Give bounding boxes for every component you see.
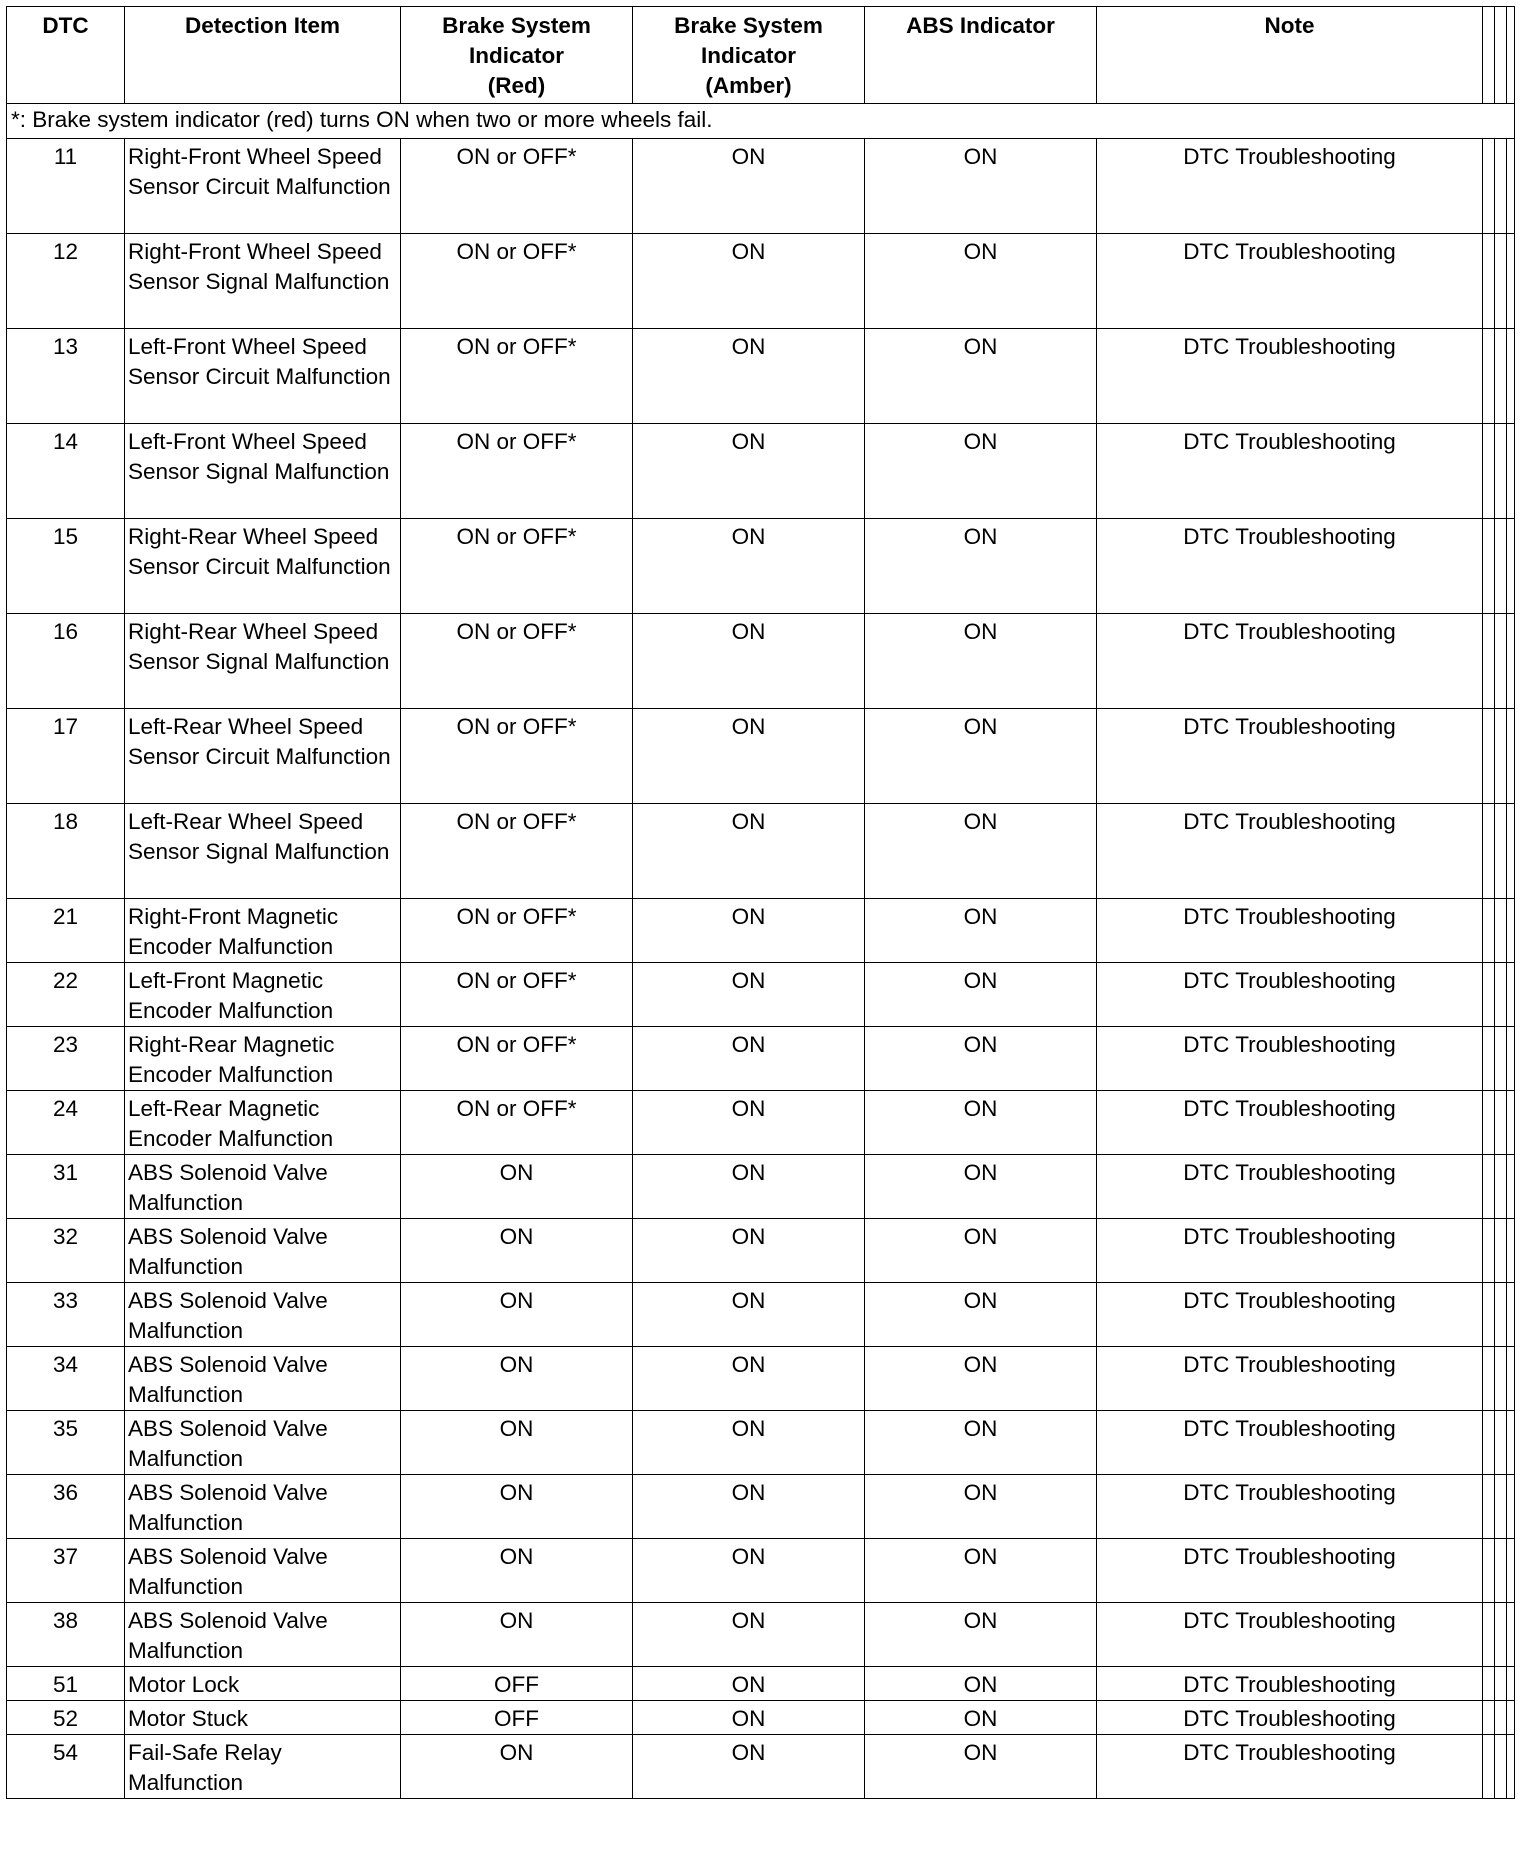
edge-col [1483, 1347, 1495, 1411]
edge-col [1507, 1155, 1515, 1219]
cell-brake-red: ON or OFF* [401, 234, 633, 329]
cell-note: DTC Troubleshooting [1097, 424, 1483, 519]
cell-brake-amber: ON [633, 1155, 865, 1219]
cell-brake-amber: ON [633, 1603, 865, 1667]
edge-col [1495, 709, 1507, 804]
cell-detection-item: ABS Solenoid Valve Malfunction [125, 1155, 401, 1219]
cell-note: DTC Troubleshooting [1097, 963, 1483, 1027]
edge-col [1507, 1347, 1515, 1411]
cell-brake-red: ON [401, 1219, 633, 1283]
edge-col [1483, 1219, 1495, 1283]
cell-note: DTC Troubleshooting [1097, 1219, 1483, 1283]
edge-col [1495, 1667, 1507, 1701]
cell-brake-red: OFF [401, 1701, 633, 1735]
cell-dtc: 38 [7, 1603, 125, 1667]
table-row [7, 1667, 1515, 1701]
cell-abs-indicator: ON [865, 963, 1097, 1027]
cell-brake-amber: ON [633, 234, 865, 329]
edge-col [1495, 234, 1507, 329]
edge-col [1483, 424, 1495, 519]
table-row [7, 424, 1515, 519]
header-row [7, 7, 1515, 104]
cell-detection-item: ABS Solenoid Valve Malfunction [125, 1475, 401, 1539]
cell-abs-indicator: ON [865, 1735, 1097, 1799]
cell-abs-indicator: ON [865, 614, 1097, 709]
cell-dtc: 14 [7, 424, 125, 519]
cell-brake-red: ON or OFF* [401, 329, 633, 424]
cell-note: DTC Troubleshooting [1097, 1667, 1483, 1701]
edge-col [1495, 1539, 1507, 1603]
header-detection-item: Detection Item [125, 7, 401, 104]
cell-detection-item: Right-Rear Wheel Speed Sensor Circuit Malfunction [125, 519, 401, 614]
cell-detection-item: Left-Front Magnetic Encoder Malfunction [125, 963, 401, 1027]
cell-dtc: 13 [7, 329, 125, 424]
header-brake-amber [633, 7, 865, 104]
edge-col [1495, 1283, 1507, 1347]
cell-detection-item: Motor Stuck [125, 1701, 401, 1735]
cell-detection-item: ABS Solenoid Valve Malfunction [125, 1539, 401, 1603]
edge-col [1507, 804, 1515, 899]
cell-note: DTC Troubleshooting [1097, 234, 1483, 329]
cell-abs-indicator: ON [865, 424, 1097, 519]
edge-col [1495, 139, 1507, 234]
edge-col [1507, 139, 1515, 234]
cell-dtc: 37 [7, 1539, 125, 1603]
edge-col [1483, 1539, 1495, 1603]
edge-col [1495, 1347, 1507, 1411]
edge-col [1507, 1667, 1515, 1701]
cell-brake-amber: ON [633, 329, 865, 424]
cell-brake-red: ON or OFF* [401, 614, 633, 709]
cell-note: DTC Troubleshooting [1097, 1539, 1483, 1603]
cell-brake-red: ON [401, 1539, 633, 1603]
cell-note: DTC Troubleshooting [1097, 804, 1483, 899]
header-brake-red [401, 7, 633, 104]
edge-col [1483, 234, 1495, 329]
edge-col [1495, 963, 1507, 1027]
cell-note: DTC Troubleshooting [1097, 1347, 1483, 1411]
cell-brake-red: ON or OFF* [401, 519, 633, 614]
cell-detection-item: Right-Front Magnetic Encoder Malfunction [125, 899, 401, 963]
cell-note: DTC Troubleshooting [1097, 1701, 1483, 1735]
cell-brake-amber: ON [633, 1411, 865, 1475]
edge-col [1495, 519, 1507, 614]
edge-col [1483, 963, 1495, 1027]
cell-dtc: 31 [7, 1155, 125, 1219]
cell-abs-indicator: ON [865, 1027, 1097, 1091]
edge-col [1483, 139, 1495, 234]
cell-note: DTC Troubleshooting [1097, 1735, 1483, 1799]
cell-detection-item: Left-Rear Wheel Speed Sensor Signal Malfunction [125, 804, 401, 899]
cell-dtc: 17 [7, 709, 125, 804]
edge-col [1495, 804, 1507, 899]
cell-brake-red: ON [401, 1155, 633, 1219]
table-row [7, 614, 1515, 709]
cell-dtc: 21 [7, 899, 125, 963]
cell-note: DTC Troubleshooting [1097, 329, 1483, 424]
cell-abs-indicator: ON [865, 1603, 1097, 1667]
cell-abs-indicator: ON [865, 1411, 1097, 1475]
cell-detection-item: Right-Front Wheel Speed Sensor Signal Malfunction [125, 234, 401, 329]
cell-note: DTC Troubleshooting [1097, 1027, 1483, 1091]
edge-col [1507, 899, 1515, 963]
edge-col [1483, 1603, 1495, 1667]
cell-brake-amber: ON [633, 1027, 865, 1091]
edge-col [1507, 1539, 1515, 1603]
cell-brake-red: ON [401, 1283, 633, 1347]
cell-dtc: 11 [7, 139, 125, 234]
table-body [7, 139, 1515, 1799]
cell-abs-indicator: ON [865, 139, 1097, 234]
cell-note: DTC Troubleshooting [1097, 614, 1483, 709]
edge-col [1483, 1027, 1495, 1091]
table-row [7, 963, 1515, 1027]
table-row [7, 1701, 1515, 1735]
cell-abs-indicator: ON [865, 1283, 1097, 1347]
cell-abs-indicator: ON [865, 1219, 1097, 1283]
edge-col [1507, 329, 1515, 424]
table-row [7, 1027, 1515, 1091]
header-dtc: DTC [7, 7, 125, 104]
edge-col [1507, 709, 1515, 804]
cell-brake-amber: ON [633, 614, 865, 709]
edge-col [1483, 1411, 1495, 1475]
edge-col [1507, 234, 1515, 329]
cell-detection-item: Left-Front Wheel Speed Sensor Circuit Malfunction [125, 329, 401, 424]
cell-brake-amber: ON [633, 899, 865, 963]
edge-col [1507, 1283, 1515, 1347]
cell-detection-item: Left-Rear Magnetic Encoder Malfunction [125, 1091, 401, 1155]
edge-col [1507, 519, 1515, 614]
cell-dtc: 18 [7, 804, 125, 899]
edge-col [1507, 7, 1515, 104]
edge-col [1495, 1411, 1507, 1475]
cell-detection-item: ABS Solenoid Valve Malfunction [125, 1411, 401, 1475]
cell-note: DTC Troubleshooting [1097, 709, 1483, 804]
edge-col [1507, 1735, 1515, 1799]
header-note: Note [1097, 7, 1483, 104]
cell-brake-red: ON or OFF* [401, 804, 633, 899]
table-row [7, 1219, 1515, 1283]
table-row [7, 1155, 1515, 1219]
edge-col [1495, 424, 1507, 519]
table-row [7, 1735, 1515, 1799]
table-row [7, 1539, 1515, 1603]
edge-col [1495, 1701, 1507, 1735]
cell-brake-red: ON or OFF* [401, 139, 633, 234]
cell-abs-indicator: ON [865, 1155, 1097, 1219]
edge-col [1507, 963, 1515, 1027]
edge-col [1483, 1283, 1495, 1347]
edge-col [1495, 1475, 1507, 1539]
cell-note: DTC Troubleshooting [1097, 1411, 1483, 1475]
table-row [7, 1411, 1515, 1475]
cell-dtc: 24 [7, 1091, 125, 1155]
cell-brake-red: ON or OFF* [401, 899, 633, 963]
cell-brake-red: OFF [401, 1667, 633, 1701]
cell-note: DTC Troubleshooting [1097, 139, 1483, 234]
cell-dtc: 16 [7, 614, 125, 709]
cell-brake-amber: ON [633, 1283, 865, 1347]
cell-detection-item: ABS Solenoid Valve Malfunction [125, 1347, 401, 1411]
cell-detection-item: Fail-Safe Relay Malfunction [125, 1735, 401, 1799]
cell-brake-red: ON [401, 1347, 633, 1411]
cell-brake-red: ON [401, 1603, 633, 1667]
edge-col [1483, 899, 1495, 963]
cell-abs-indicator: ON [865, 1539, 1097, 1603]
cell-detection-item: Left-Rear Wheel Speed Sensor Circuit Malfunction [125, 709, 401, 804]
edge-col [1495, 899, 1507, 963]
cell-abs-indicator: ON [865, 1347, 1097, 1411]
cell-brake-red: ON [401, 1735, 633, 1799]
cell-note: DTC Troubleshooting [1097, 519, 1483, 614]
edge-col [1495, 614, 1507, 709]
header-brake-amber-line2: Indicator [700, 43, 796, 68]
cell-dtc: 34 [7, 1347, 125, 1411]
cell-brake-amber: ON [633, 1091, 865, 1155]
cell-brake-amber: ON [633, 1667, 865, 1701]
table-row [7, 139, 1515, 234]
cell-brake-red: ON or OFF* [401, 1027, 633, 1091]
edge-col [1483, 7, 1495, 104]
edge-col [1483, 804, 1495, 899]
edge-col [1507, 614, 1515, 709]
table-row [7, 1603, 1515, 1667]
dtc-table-container [6, 6, 1514, 1799]
cell-detection-item: Right-Rear Magnetic Encoder Malfunction [125, 1027, 401, 1091]
cell-abs-indicator: ON [865, 519, 1097, 614]
cell-dtc: 51 [7, 1667, 125, 1701]
edge-col [1507, 1027, 1515, 1091]
cell-dtc: 36 [7, 1475, 125, 1539]
cell-note: DTC Troubleshooting [1097, 1475, 1483, 1539]
edge-col [1507, 424, 1515, 519]
cell-abs-indicator: ON [865, 329, 1097, 424]
cell-dtc: 54 [7, 1735, 125, 1799]
table-row [7, 1091, 1515, 1155]
edge-col [1507, 1219, 1515, 1283]
edge-col [1507, 1603, 1515, 1667]
cell-detection-item: Right-Front Wheel Speed Sensor Circuit Malfunction [125, 139, 401, 234]
edge-col [1483, 1667, 1495, 1701]
footnote: *: Brake system indicator (red) turns ON when two or more wheels fail. [7, 104, 1515, 139]
cell-detection-item: ABS Solenoid Valve Malfunction [125, 1283, 401, 1347]
cell-dtc: 15 [7, 519, 125, 614]
table-row [7, 804, 1515, 899]
cell-brake-red: ON or OFF* [401, 424, 633, 519]
edge-col [1507, 1411, 1515, 1475]
cell-note: DTC Troubleshooting [1097, 1091, 1483, 1155]
cell-brake-red: ON or OFF* [401, 709, 633, 804]
cell-brake-amber: ON [633, 519, 865, 614]
cell-abs-indicator: ON [865, 234, 1097, 329]
cell-dtc: 52 [7, 1701, 125, 1735]
cell-abs-indicator: ON [865, 899, 1097, 963]
edge-col [1483, 1701, 1495, 1735]
table-row [7, 899, 1515, 963]
cell-brake-amber: ON [633, 804, 865, 899]
edge-col [1483, 1735, 1495, 1799]
table-row [7, 234, 1515, 329]
edge-col [1507, 1091, 1515, 1155]
cell-brake-red: ON [401, 1475, 633, 1539]
edge-col [1495, 1091, 1507, 1155]
cell-detection-item: Motor Lock [125, 1667, 401, 1701]
cell-brake-amber: ON [633, 424, 865, 519]
cell-brake-red: ON or OFF* [401, 1091, 633, 1155]
table-row [7, 519, 1515, 614]
cell-abs-indicator: ON [865, 1475, 1097, 1539]
cell-brake-amber: ON [633, 139, 865, 234]
cell-abs-indicator: ON [865, 709, 1097, 804]
cell-brake-amber: ON [633, 1347, 865, 1411]
cell-dtc: 12 [7, 234, 125, 329]
cell-dtc: 33 [7, 1283, 125, 1347]
cell-note: DTC Troubleshooting [1097, 1603, 1483, 1667]
cell-brake-amber: ON [633, 1701, 865, 1735]
cell-note: DTC Troubleshooting [1097, 899, 1483, 963]
edge-col [1483, 1155, 1495, 1219]
header-abs-indicator: ABS Indicator [865, 7, 1097, 104]
edge-col [1507, 1475, 1515, 1539]
header-brake-amber-line1: Brake System [674, 13, 823, 38]
edge-col [1483, 614, 1495, 709]
cell-brake-amber: ON [633, 963, 865, 1027]
cell-dtc: 22 [7, 963, 125, 1027]
cell-brake-amber: ON [633, 1539, 865, 1603]
cell-abs-indicator: ON [865, 1701, 1097, 1735]
cell-dtc: 23 [7, 1027, 125, 1091]
cell-detection-item: ABS Solenoid Valve Malfunction [125, 1219, 401, 1283]
edge-col [1483, 519, 1495, 614]
header-brake-red-line3: (Red) [487, 73, 546, 98]
edge-col [1483, 1475, 1495, 1539]
cell-brake-amber: ON [633, 1219, 865, 1283]
edge-col [1495, 7, 1507, 104]
header-brake-amber-line3: (Amber) [705, 73, 792, 98]
cell-abs-indicator: ON [865, 1667, 1097, 1701]
header-brake-red-line2: Indicator [468, 43, 564, 68]
cell-dtc: 35 [7, 1411, 125, 1475]
table-row [7, 1283, 1515, 1347]
edge-col [1483, 1091, 1495, 1155]
cell-detection-item: Left-Front Wheel Speed Sensor Signal Malfunction [125, 424, 401, 519]
cell-brake-amber: ON [633, 1475, 865, 1539]
edge-col [1495, 1735, 1507, 1799]
edge-col [1495, 329, 1507, 424]
cell-detection-item: Right-Rear Wheel Speed Sensor Signal Malfunction [125, 614, 401, 709]
edge-col [1483, 329, 1495, 424]
edge-col [1495, 1603, 1507, 1667]
header-brake-red-line1: Brake System [442, 13, 591, 38]
edge-col [1495, 1027, 1507, 1091]
cell-brake-red: ON or OFF* [401, 963, 633, 1027]
table-row [7, 329, 1515, 424]
cell-abs-indicator: ON [865, 804, 1097, 899]
dtc-table [6, 6, 1515, 1799]
cell-brake-amber: ON [633, 709, 865, 804]
table-row [7, 1475, 1515, 1539]
table-row [7, 1347, 1515, 1411]
edge-col [1507, 1701, 1515, 1735]
cell-brake-amber: ON [633, 1735, 865, 1799]
cell-dtc: 32 [7, 1219, 125, 1283]
edge-col [1495, 1155, 1507, 1219]
cell-note: DTC Troubleshooting [1097, 1283, 1483, 1347]
cell-brake-red: ON [401, 1411, 633, 1475]
table-row [7, 709, 1515, 804]
footnote-row [7, 104, 1515, 139]
edge-col [1495, 1219, 1507, 1283]
edge-col [1483, 709, 1495, 804]
cell-abs-indicator: ON [865, 1091, 1097, 1155]
cell-detection-item: ABS Solenoid Valve Malfunction [125, 1603, 401, 1667]
cell-note: DTC Troubleshooting [1097, 1155, 1483, 1219]
